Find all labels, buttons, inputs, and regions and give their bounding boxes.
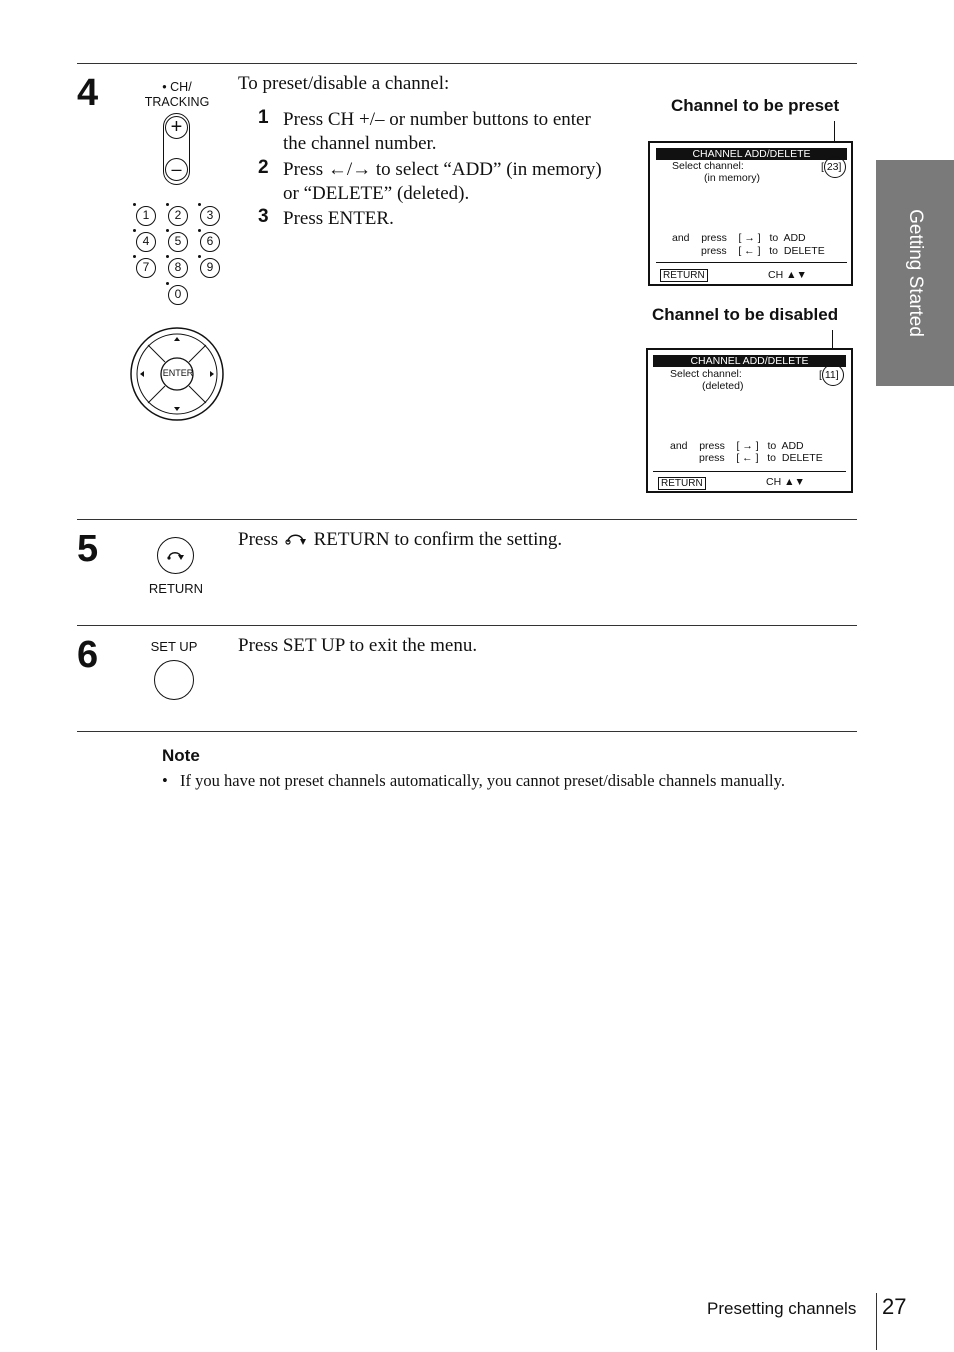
osd-screen-preset	[648, 141, 853, 286]
minus-icon: –	[171, 159, 182, 179]
substep-2-line2: or “DELETE” (deleted).	[283, 183, 470, 204]
number-key-4[interactable]: 4	[136, 232, 156, 252]
key-dot	[166, 229, 169, 232]
osd-row-add: and press [ → ] to ADD	[672, 232, 806, 244]
osd-separator	[653, 471, 846, 472]
number-key-3[interactable]: 3	[200, 206, 220, 226]
channel-highlight-ring	[824, 156, 846, 178]
channel-highlight-ring	[822, 364, 844, 386]
osd-row-add: and press [ → ] to ADD	[670, 440, 804, 452]
osd-select-label: Select channel:	[672, 160, 744, 172]
enter-button-label[interactable]: ENTER	[162, 368, 194, 378]
number-key-5[interactable]: 5	[168, 232, 188, 252]
step-number-6: 6	[77, 634, 99, 676]
substep-1-text	[283, 108, 591, 156]
key-dot	[198, 203, 201, 206]
rule-step4-top	[77, 63, 857, 64]
osd-channel-value: [ 23]	[821, 161, 842, 173]
tracking-label: TRACKING	[144, 95, 210, 109]
side-tab-getting-started	[876, 160, 954, 386]
substep-1-line2: the channel number.	[283, 133, 437, 154]
osd-header: CHANNEL ADD/DELETE	[656, 148, 847, 160]
step4-intro: To preset/disable a channel:	[238, 73, 450, 94]
osd-status: (deleted)	[702, 380, 744, 392]
footer-section-title: Presetting channels	[707, 1299, 857, 1318]
ch-label: • CH/	[162, 80, 192, 94]
step5-text-after: RETURN to confirm the setting.	[313, 529, 563, 550]
rule-step6-top	[77, 625, 857, 626]
key-dot	[166, 282, 169, 285]
number-key-0[interactable]: 0	[168, 285, 188, 305]
osd-ch-label: CH ▲▼	[766, 476, 805, 488]
key-dot	[133, 255, 136, 258]
osd-status: (in memory)	[704, 172, 761, 184]
number-key-7[interactable]: 7	[136, 258, 156, 278]
note-heading: Note	[162, 746, 200, 765]
rule-steps-bottom	[77, 731, 857, 732]
rule-step5-top	[77, 519, 857, 520]
setup-button-label: SET UP	[150, 639, 198, 654]
ch-tracking-label	[141, 80, 213, 110]
osd-header: CHANNEL ADD/DELETE	[653, 355, 846, 367]
substep-3-text	[283, 207, 394, 231]
setup-button[interactable]	[154, 660, 194, 700]
step6-text: Press SET UP to exit the menu.	[238, 635, 478, 656]
callout-channel-preset: Channel to be preset	[671, 96, 840, 115]
callout-channel-disabled: Channel to be disabled	[652, 305, 839, 324]
ch-minus-button[interactable]	[165, 158, 188, 181]
substep-2-line1: Press ←/→ to select “ADD” (in memory)	[283, 159, 602, 180]
return-button[interactable]	[157, 537, 194, 574]
note-bullet: •	[162, 771, 168, 790]
number-key-1[interactable]: 1	[136, 206, 156, 226]
ch-plus-button[interactable]	[165, 116, 188, 139]
osd-return-label: RETURN	[658, 477, 706, 490]
osd-row-delete: press [ ← ] to DELETE	[701, 245, 825, 257]
key-dot	[133, 203, 136, 206]
number-key-8[interactable]: 8	[168, 258, 188, 278]
side-tab-label: Getting Started	[905, 209, 926, 337]
key-dot	[166, 255, 169, 258]
step5-text-before: Press	[238, 529, 279, 550]
substep-2-number: 2	[258, 157, 269, 178]
osd-return-label: RETURN	[660, 269, 708, 282]
osd-channel-value: [ 11]	[819, 369, 839, 381]
number-key-2[interactable]: 2	[168, 206, 188, 226]
key-dot	[198, 229, 201, 232]
page-number: 27	[882, 1294, 907, 1319]
key-dot	[133, 229, 136, 232]
key-dot	[198, 255, 201, 258]
step-number-5: 5	[77, 528, 99, 570]
substep-1-number: 1	[258, 107, 269, 128]
substep-3-line1: Press ENTER.	[283, 208, 394, 229]
substep-2-text	[283, 158, 602, 206]
osd-separator	[656, 262, 847, 263]
plus-icon: +	[170, 116, 183, 138]
return-button-label: RETURN	[148, 581, 204, 596]
key-dot	[166, 203, 169, 206]
footer-divider	[876, 1293, 877, 1350]
substep-3-number: 3	[258, 206, 269, 227]
substep-1-line1: Press CH +/– or number buttons to enter	[283, 109, 591, 130]
return-symbol-icon	[283, 529, 309, 547]
step-number-4: 4	[77, 72, 99, 114]
step5-text	[238, 528, 562, 552]
osd-select-label: Select channel:	[670, 368, 742, 380]
number-key-6[interactable]: 6	[200, 232, 220, 252]
number-key-9[interactable]: 9	[200, 258, 220, 278]
return-icon	[158, 538, 192, 572]
osd-ch-label: CH ▲▼	[768, 269, 807, 281]
osd-screen-disabled	[646, 348, 853, 493]
osd-row-delete: press [ ← ] to DELETE	[699, 452, 823, 464]
note-text: If you have not preset channels automatically, you cannot preset/disable channels manually.	[180, 771, 785, 790]
